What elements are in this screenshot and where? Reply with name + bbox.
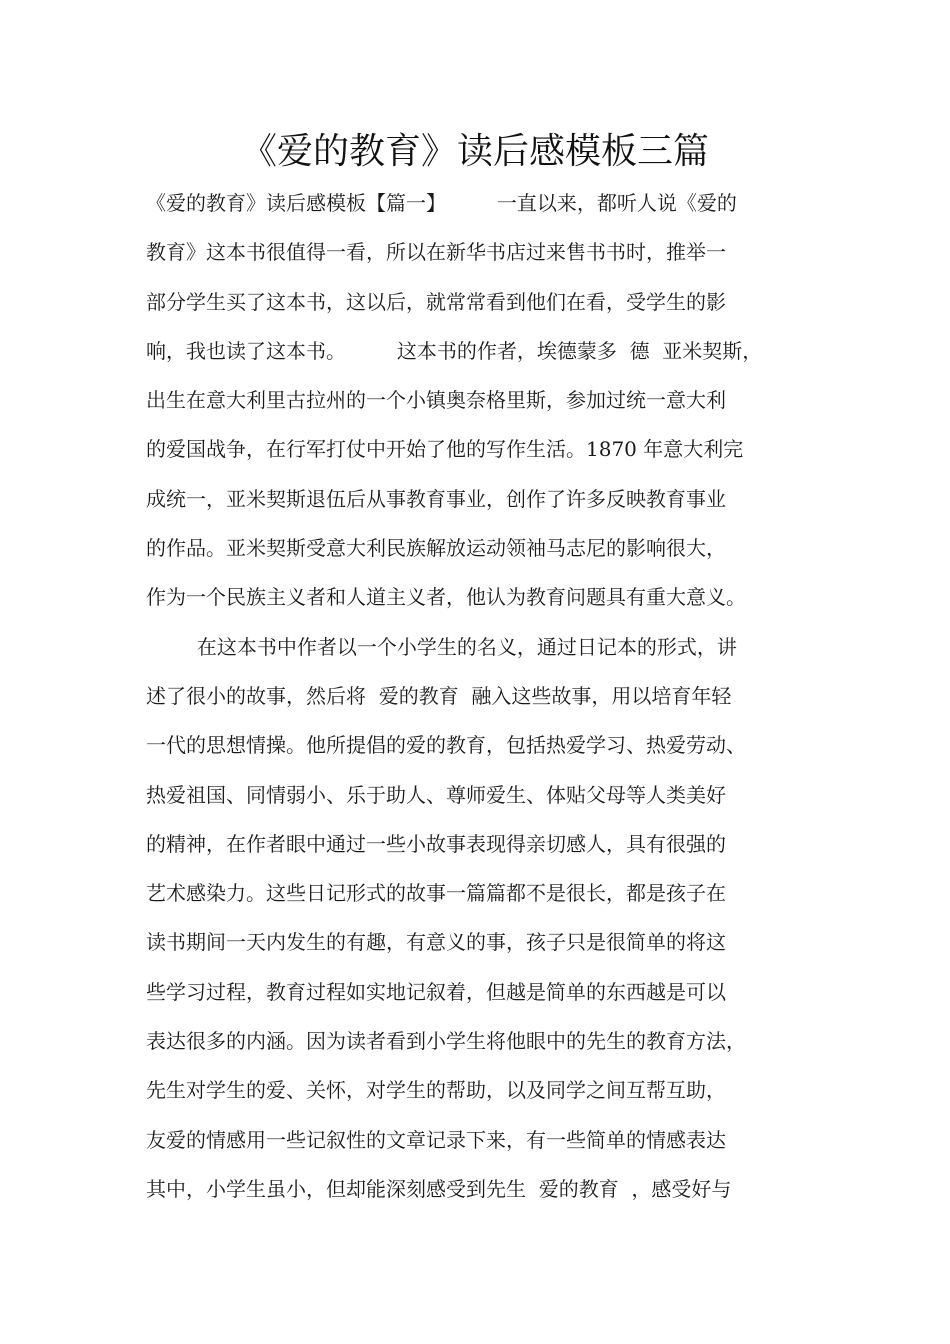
text-line: 先生对学生的爱、关怀，对学生的帮助，以及同学之间互帮互助， bbox=[146, 1078, 726, 1103]
text-line: 友爱的情感用一些记叙性的文章记录下来，有一些简单的情感表达 bbox=[146, 1127, 726, 1152]
text-line: 响，我也读了这本书。 这本书的作者，埃德蒙多 德 亚米契斯， bbox=[146, 338, 763, 363]
text-line: 述了很小的故事，然后将 爱的教育 融入这些故事，用以培育年轻 bbox=[146, 683, 732, 708]
text-line: 成统一，亚米契斯退伍后从事教育事业，创作了许多反映教育事业 bbox=[146, 486, 726, 511]
text-line: 其中，小学生虽小，但却能深刻感受到先生 爱的教育 ，感受好与 bbox=[146, 1176, 732, 1201]
text-line: 一代的思想情操。他所提倡的爱的教育，包括热爱学习、热爱劳动、 bbox=[146, 733, 746, 758]
document-title: 《爱的教育》读后感模板三篇 bbox=[240, 131, 709, 172]
text-line: 的精神，在作者眼中通过一些小故事表现得亲切感人，具有很强的 bbox=[146, 831, 726, 856]
text-line: 作为一个民族主义者和人道主义者，他认为教育问题具有重大意义。 bbox=[146, 585, 746, 610]
text-line: 的作品。亚米契斯受意大利民族解放运动领袖马志尼的影响很大， bbox=[146, 536, 726, 561]
text-line: 热爱祖国、同情弱小、乐于助人、尊师爱生、体贴父母等人类美好 bbox=[146, 782, 726, 807]
text-line: 读书期间一天内发生的有趣，有意义的事，孩子只是很简单的将这 bbox=[146, 930, 726, 955]
text-line: 些学习过程，教育过程如实地记叙着，但越是简单的东西越是可以 bbox=[146, 979, 726, 1004]
text-line: 部分学生买了这本书，这以后，就常常看到他们在看，受学生的影 bbox=[146, 289, 726, 314]
text-line: 教育》这本书很值得一看，所以在新华书店过来售书书时，推举一 bbox=[146, 240, 726, 265]
text-line: 在这本书中作者以一个小学生的名义，通过日记本的形式，讲 bbox=[146, 634, 737, 659]
text-line: 表达很多的内涵。因为读者看到小学生将他眼中的先生的教育方法， bbox=[146, 1029, 746, 1054]
text-line: 的爱国战争，在行军打仗中开始了他的写作生活。1870 年意大利完 bbox=[146, 437, 744, 462]
text-line: 艺术感染力。这些日记形式的故事一篇篇都不是很长，都是孩子在 bbox=[146, 881, 726, 906]
text-line: 出生在意大利里古拉州的一个小镇奥奈格里斯，参加过统一意大利 bbox=[146, 388, 726, 413]
document-body bbox=[146, 179, 836, 1214]
text-line: 《爱的教育》读后感模板【篇一】 一直以来，都听人说《爱的 bbox=[146, 191, 737, 215]
